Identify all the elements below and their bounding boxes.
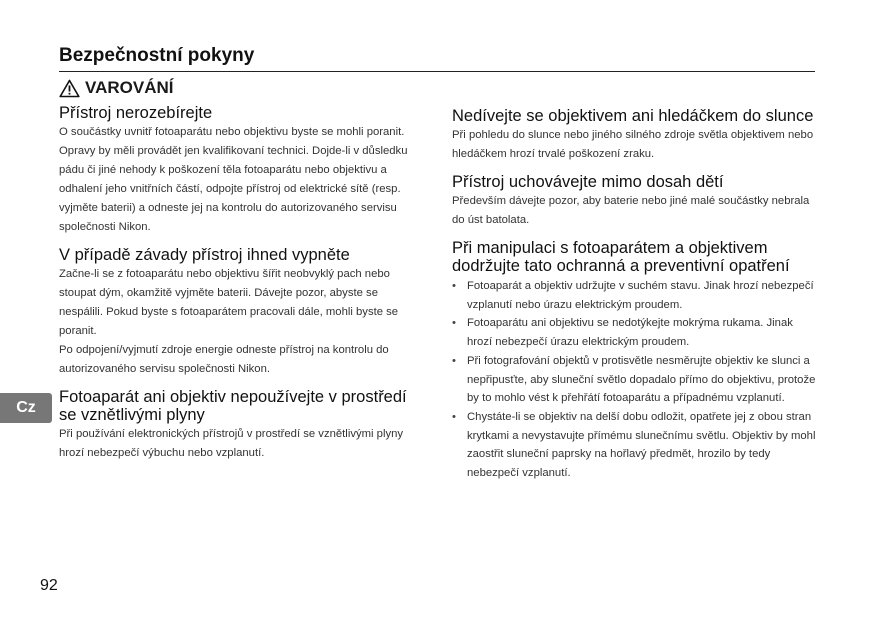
section-sun <box>452 107 818 164</box>
section-disassembly <box>59 104 424 237</box>
left-column <box>59 104 424 472</box>
language-tab: Cz <box>0 393 52 423</box>
section-malfunction <box>59 246 424 379</box>
list-item: • Fotoaparátu ani objektivu se nedotýkejte mokrýma rukama. Jinak hrozí nebezpečí úrazu elektrickým proudem. <box>452 314 818 351</box>
section-heading: V případě závady přístroj ihned vypněte <box>59 246 350 264</box>
page-title: Bezpečnostní pokyny <box>59 45 255 66</box>
section-text: Po odpojení/vyjmutí zdroje energie odneste přístroj na kontrolu do autorizovaného servisu společnosti Nikon. <box>59 344 389 375</box>
section-heading: Nedívejte se objektivem ani hledáčkem do slunce <box>452 107 814 125</box>
list-item: • Při fotografování objektů v protisvětle nesměrujte objektiv ke slunci a nepřipusťte, aby sluneční světlo dopadalo přímo do objektivu, protože by to mohlo vést k přehřátí fotoaparátu a případnému vzplanutí. <box>452 352 818 408</box>
page-number: 92 <box>40 577 58 594</box>
list-item: • Fotoaparát a objektiv udržujte v suchém stavu. Jinak hrozí nebezpečí vzplanutí nebo úrazu elektrickým proudem. <box>452 277 818 314</box>
list-item: • Chystáte-li se objektiv na delší dobu odložit, opatřete jej z obou stran krytkami a nevystavujte přímému slunečnímu světlu. Objektiv by mohl zaostřit sluneční paprsky na hořlavý předmět, hrozilo by tedy nebezpečí vzplanutí. <box>452 408 818 483</box>
section-heading: Při manipulaci s fotoaparátem a objektivem dodržujte tato ochranná a preventivní opatření <box>452 239 790 275</box>
warning-triangle-icon <box>59 79 80 98</box>
right-column <box>452 107 818 492</box>
section-flammable-gas <box>59 388 424 463</box>
section-text: O součástky uvnitř fotoaparátu nebo objektivu byste se mohli poranit. Opravy by měli provádět jen kvalifikovaní technici. Dojde-li v důsledku pádu či jiné nehody k poškození těla fotoaparátu nebo objektivu a odhalení jeho vnitřních částí, odpojte přístroj od elektrické sítě (resp. vyjměte baterii) a odneste jej na kontrolu do autorizovaného servisu společnosti Nikon. <box>59 126 408 233</box>
title-divider <box>59 71 815 72</box>
section-precautions <box>452 239 818 483</box>
section-heading: Přístroj nerozebírejte <box>59 104 213 122</box>
section-text: Při používání elektronických přístrojů v prostředí se vznětlivými plyny hrozí nebezpečí výbuchu nebo vzplanutí. <box>59 428 404 459</box>
warning-label: VAROVÁNÍ <box>85 78 174 97</box>
section-heading: Přístroj uchovávejte mimo dosah dětí <box>452 173 724 191</box>
section-text: Začne-li se z fotoaparátu nebo objektivu šířit neobvyklý pach nebo stoupat dým, okamžitě vyjměte baterii. Dávejte pozor, abyste se nespálili. Pokud byste s fotoaparátem pracovali dále, mohli byste se poranit. <box>59 268 399 337</box>
warning-heading <box>59 78 173 98</box>
section-text: Především dávejte pozor, aby baterie nebo jiné malé součástky nebrala do úst batolata. <box>452 195 810 226</box>
section-text: Při pohledu do slunce nebo jiného silného zdroje světla objektivem nebo hledáčkem hrozí trvalé poškození zraku. <box>452 129 814 160</box>
section-heading: Fotoaparát ani objektiv nepoužívejte v prostředí se vznětlivými plyny <box>59 388 407 424</box>
section-children <box>452 173 818 230</box>
precautions-list <box>452 277 818 483</box>
